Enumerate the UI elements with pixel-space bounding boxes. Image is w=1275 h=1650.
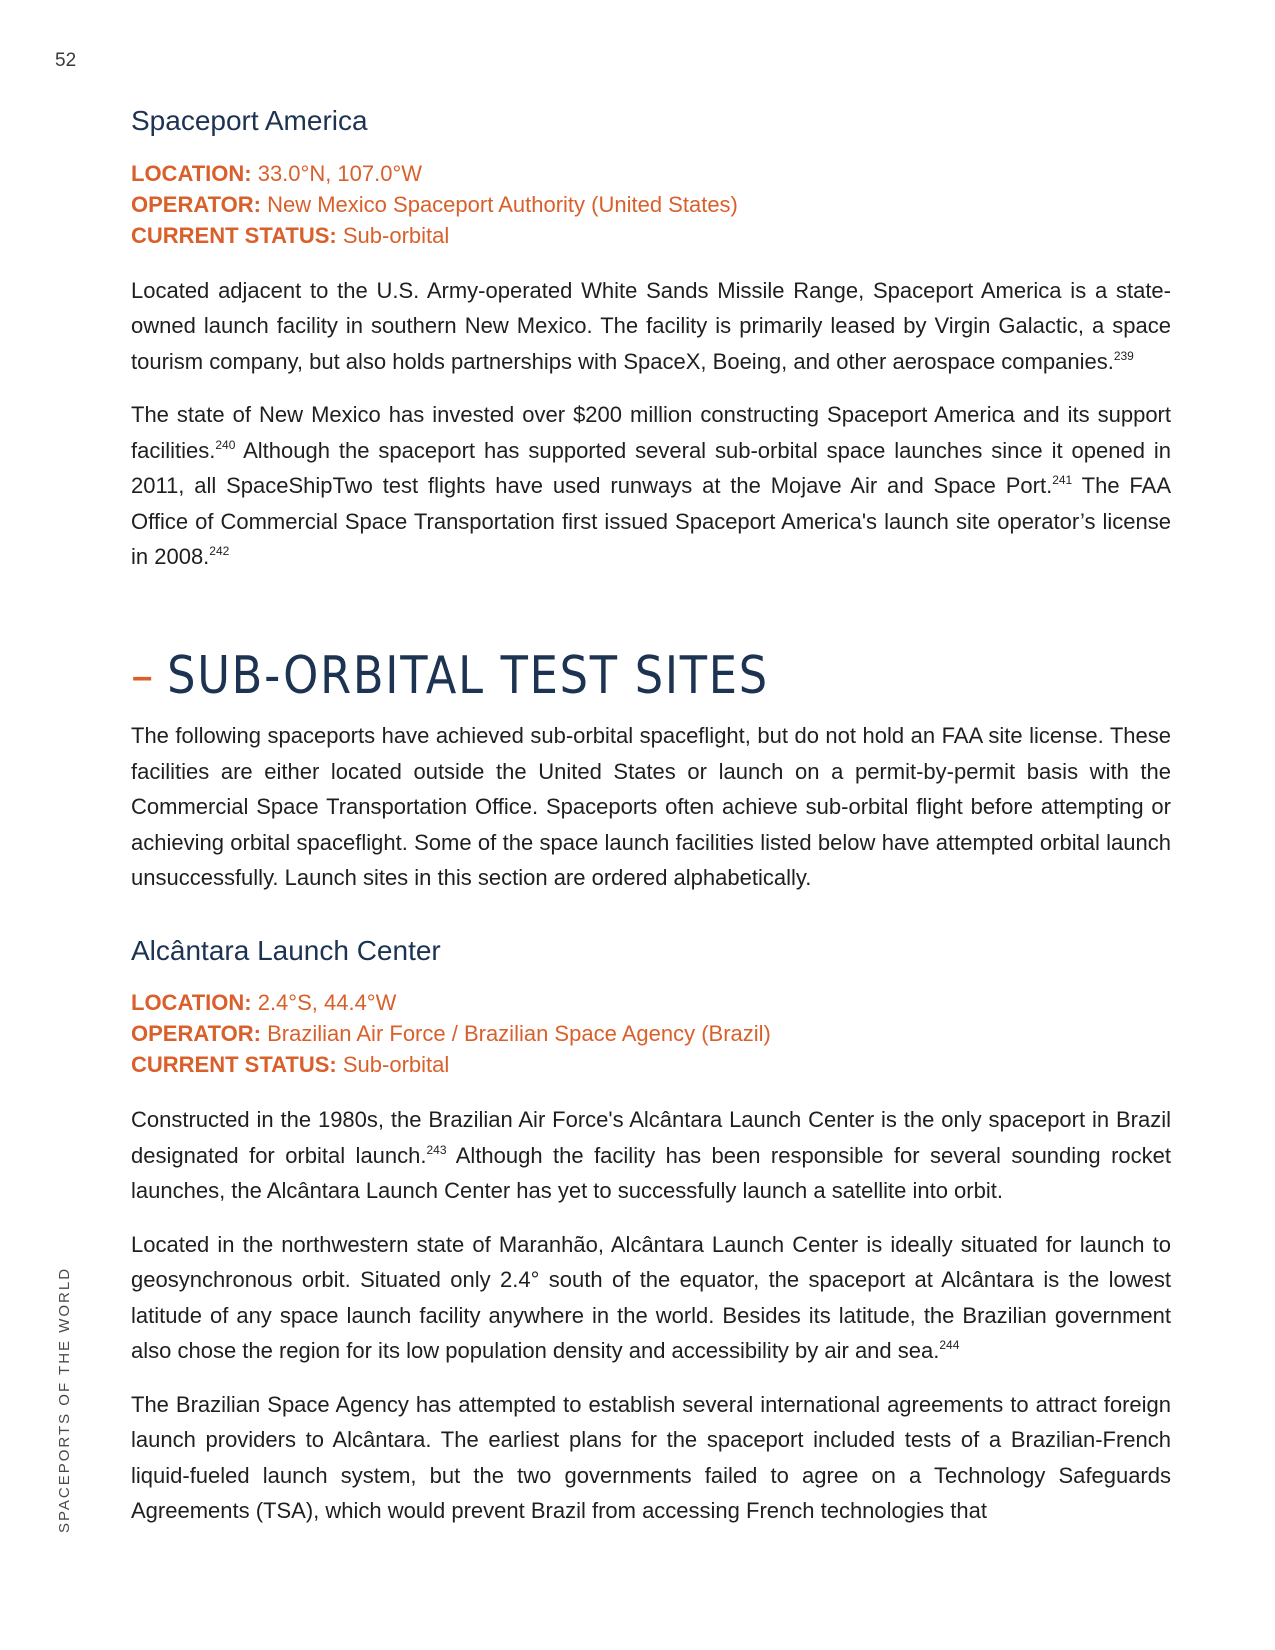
alcantara-title: Alcântara Launch Center — [131, 934, 441, 966]
body-paragraph — [131, 273, 1171, 380]
section-heading — [131, 647, 1025, 707]
location-label: LOCATION: — [131, 990, 252, 1016]
paragraph-text: The state of New Mexico has invested over $200 million constructing Spaceport America and its support facilities. — [131, 402, 1171, 463]
status-line — [131, 220, 1171, 251]
location-value: 33.0°N, 107.0°W — [257, 160, 423, 186]
paragraph-text: Located in the northwestern state of Maranhão, Alcântara Launch Center is ideally situated for launch to geosynchronous orbit. Situated only 2.4° south of the equator, the spaceport at Alcântara is the lowest latitude of any space launch facility anywhere in the world. Besides its latitude, the Brazilian government also chose the region for its low population density and accessibility by air and sea. — [131, 1231, 1171, 1364]
body-paragraph — [131, 397, 1171, 575]
status-value: Sub-orbital — [342, 1052, 450, 1078]
heading-dash: – — [131, 645, 156, 706]
page-number: 52 — [55, 50, 77, 71]
status-value: Sub-orbital — [342, 222, 450, 248]
footnote-ref[interactable]: 240 — [215, 437, 236, 452]
page-content — [131, 104, 1171, 1547]
status-label: CURRENT STATUS: — [131, 222, 337, 248]
paragraph-text: Located adjacent to the U.S. Army-operated White Sands Missile Range, Spaceport America is a state-owned launch facility in southern New Mexico. The facility is primarily leased by Virgin Galactic, a space tourism company, but also holds partnerships with SpaceX, Boeing, and other aerospace companies. — [131, 277, 1171, 374]
body-paragraph — [131, 1102, 1171, 1209]
operator-value: Brazilian Air Force / Brazilian Space Agency (Brazil) — [267, 1021, 771, 1047]
operator-label: OPERATOR: — [131, 1021, 261, 1047]
location-label: LOCATION: — [131, 160, 252, 186]
status-label: CURRENT STATUS: — [131, 1052, 337, 1078]
paragraph-text: Although the facility has been responsible for several sounding rocket launches, the Alcântara Launch Center has yet to successfully launch a satellite into orbit. — [131, 1142, 1171, 1204]
section-intro-paragraph: The following spaceports have achieved sub-orbital spaceflight, but do not hold an FAA site license. These facilities are either located outside the United States or launch on a permit-by-permit basis with the Commercial Space Transportation Office. Spaceports often achieve sub-orbital flight before attempting or achieving orbital spaceflight. Some of the space launch facilities listed below have attempted orbital launch unsuccessfully. Launch sites in this section are ordered alphabetically. — [131, 723, 1171, 891]
location-line — [131, 987, 1171, 1018]
operator-label: OPERATOR: — [131, 191, 261, 217]
operator-line — [131, 189, 1171, 220]
footnote-ref[interactable]: 239 — [1113, 348, 1134, 363]
operator-line — [131, 1018, 1171, 1049]
operator-value: New Mexico Spaceport Authority (United States) — [267, 191, 738, 217]
spaceport-america-title: Spaceport America — [131, 105, 368, 136]
status-line — [131, 1049, 1171, 1080]
side-running-title: SPACEPORTS OF THE WORLD — [56, 1266, 73, 1533]
footnote-ref[interactable]: 242 — [209, 544, 230, 559]
spaceport-america-meta — [131, 158, 1171, 251]
paragraph-text: Although the spaceport has supported several sub-orbital space launches since it opened in 2011, all SpaceShipTwo test flights have used runways at the Mojave Air and Space Port. — [131, 437, 1171, 499]
paragraph-text: Constructed in the 1980s, the Brazilian Air Force's Alcântara Launch Center is the only spaceport in Brazil designated for orbital launch. — [131, 1107, 1171, 1168]
body-paragraph: The Brazilian Space Agency has attempted to establish several international agreements to attract foreign launch providers to Alcântara. The earliest plans for the spaceport included tests of a Brazilian-French liquid-fueled launch system, but the two governments failed to agree on a Technology Safeguards Agreements (TSA), which would prevent Brazil from accessing French technologies that — [131, 1391, 1171, 1524]
footnote-ref[interactable]: 241 — [1052, 473, 1073, 488]
location-line — [131, 158, 1171, 189]
location-value: 2.4°S, 44.4°W — [257, 990, 397, 1016]
section-heading-text: SUB-ORBITAL TEST SITES — [167, 645, 769, 706]
footnote-ref[interactable]: 243 — [426, 1142, 447, 1157]
paragraph-text: The FAA Office of Commercial Space Transportation first issued Spaceport America's launch site operator’s license in 2008. — [131, 473, 1171, 570]
body-paragraph — [131, 1227, 1171, 1369]
footnote-ref[interactable]: 244 — [939, 1338, 960, 1353]
alcantara-meta — [131, 987, 1171, 1080]
